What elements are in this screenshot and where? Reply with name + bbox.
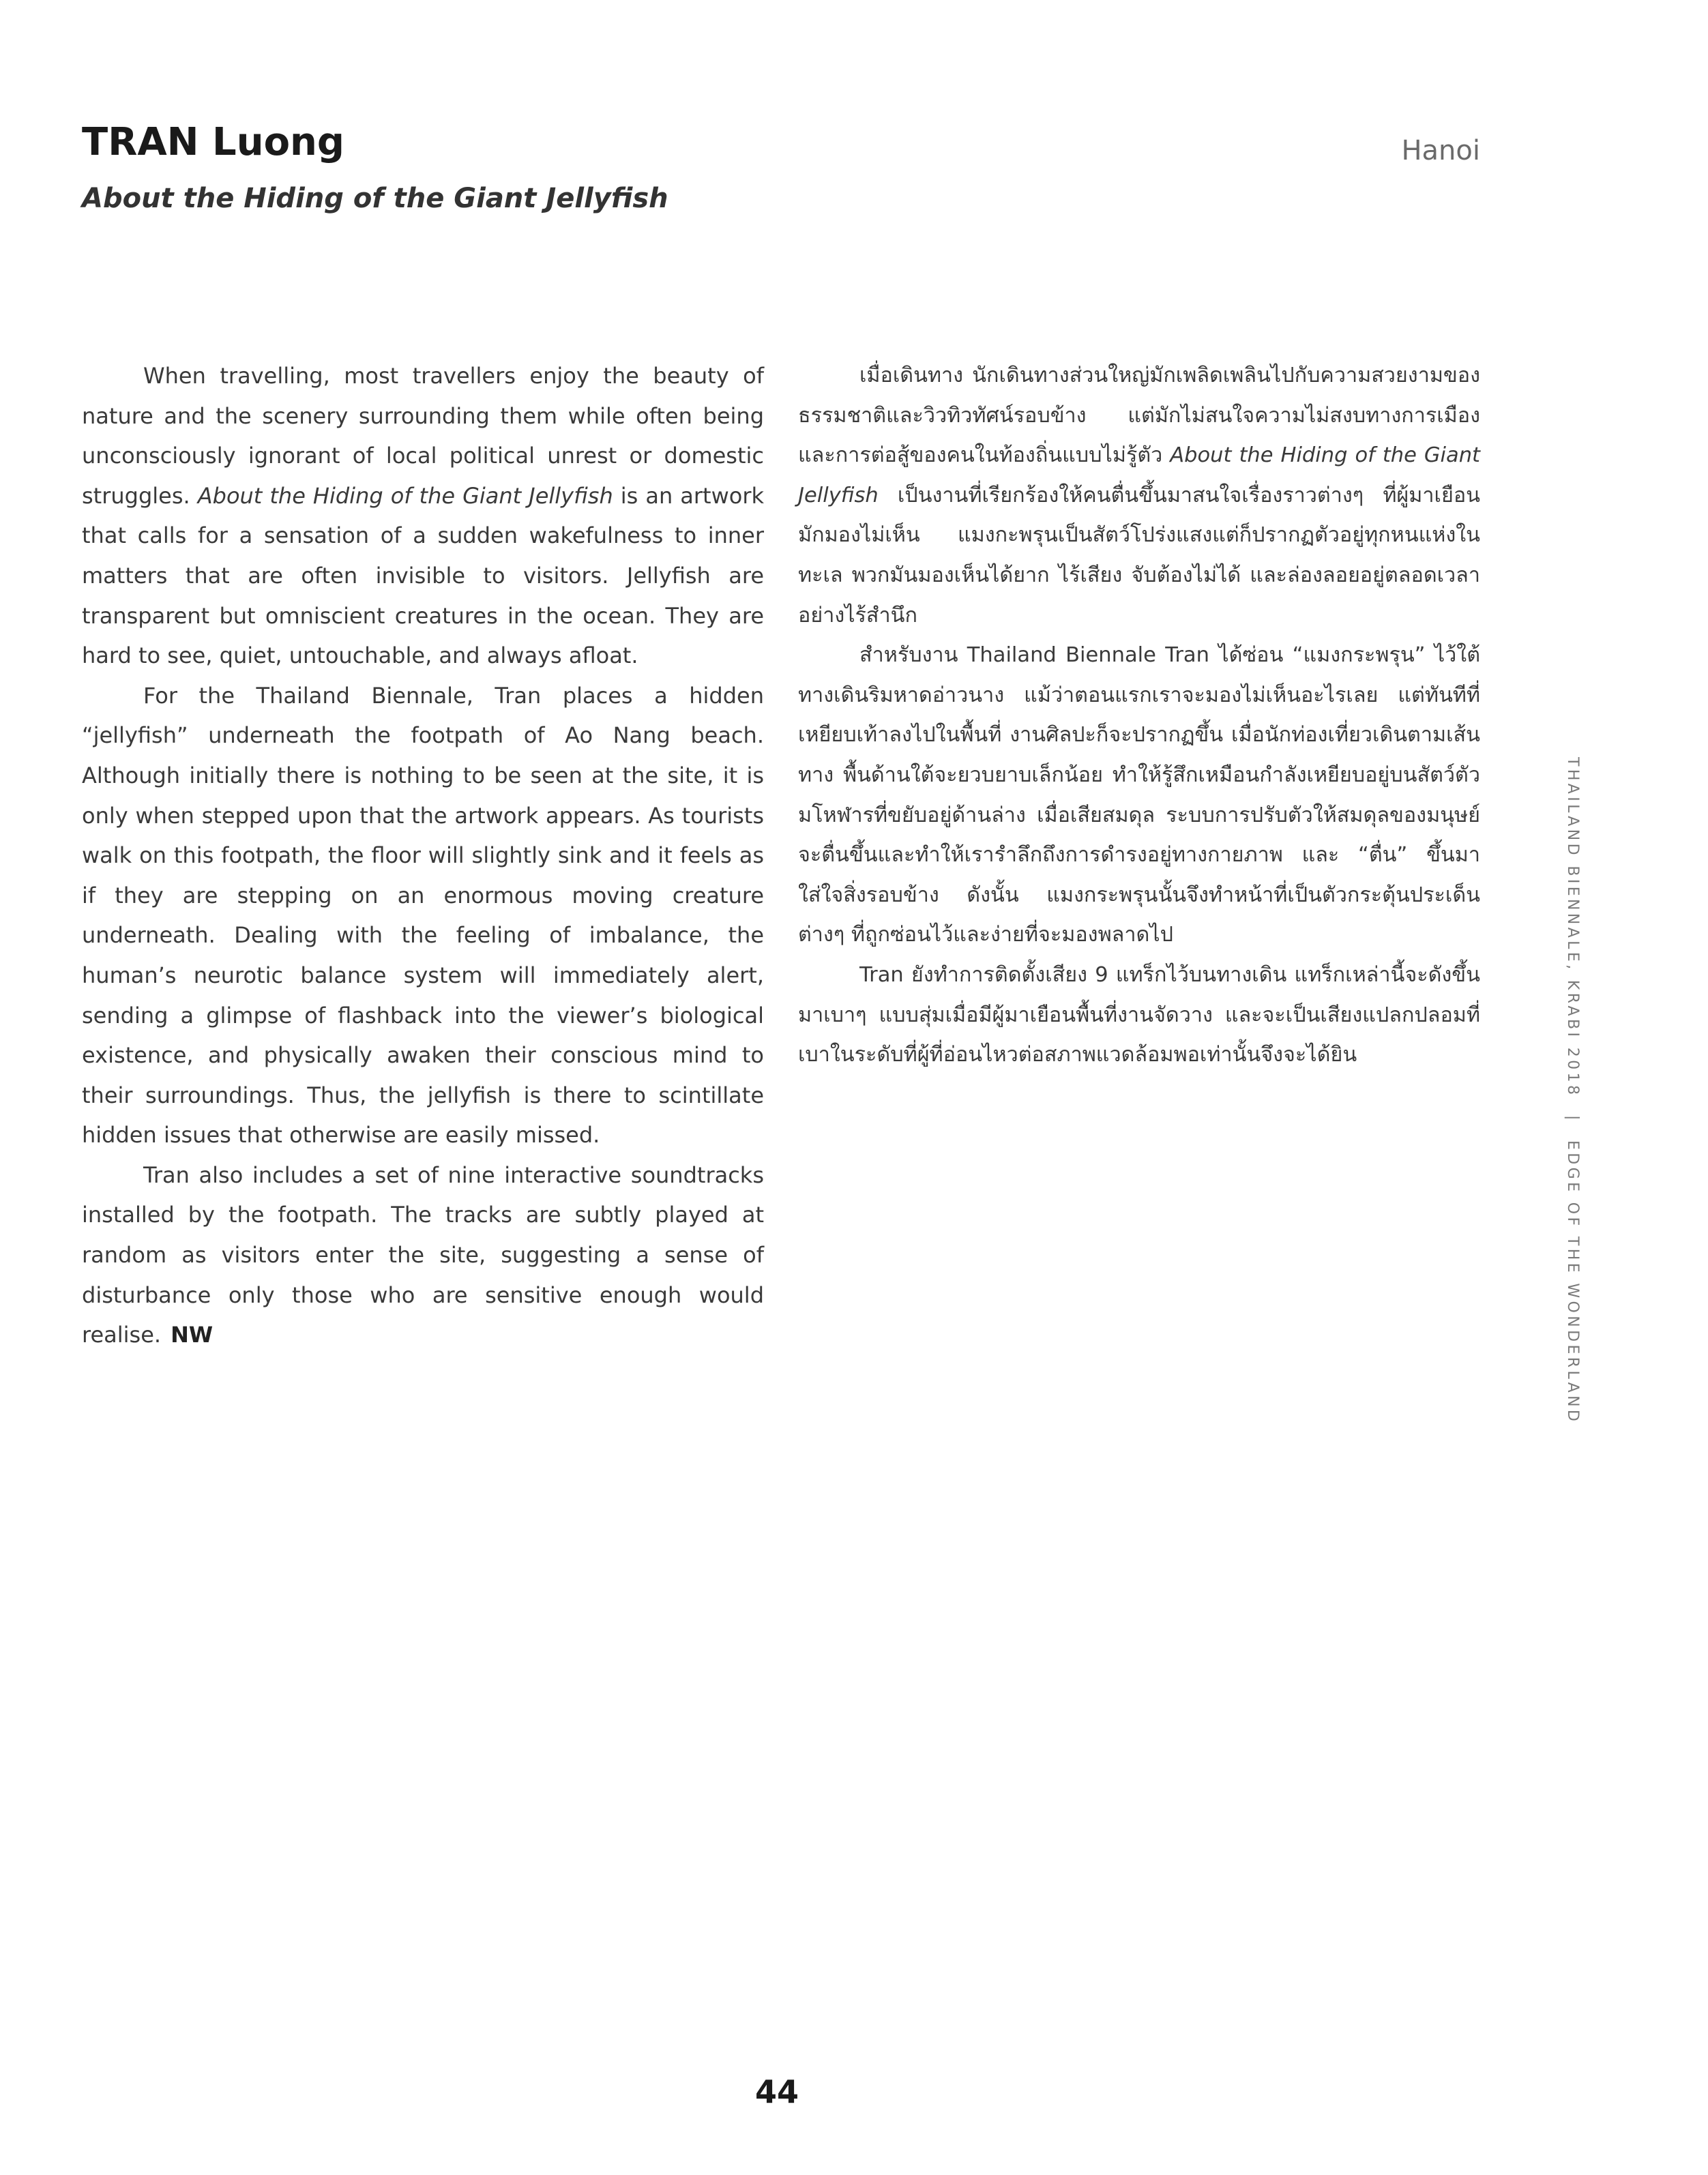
thai-column <box>798 356 1480 1076</box>
page-number: 44 <box>754 2073 799 2110</box>
english-paragraph-1 <box>82 356 764 676</box>
english-p1-intro: When travelling, most travellers enjoy the beauty of nature and the scenery surrounding them while often being unconsciously ignorant of local political unrest or domestic struggles. <box>82 363 764 509</box>
thai-p1-intro: เมื่อเดินทาง นักเดินทางส่วนใหญ่มักเพลิดเพลินไปกับความสวยงามของธรรมชาติและวิวทิวทัศน์รอบข้าง แต่มักไม่สนใจความไม่สงบทางการเมืองและการต่อสู้ของคนในท้องถิ่นแบบไม่รู้ตัว <box>798 364 1480 468</box>
english-p1-artwork-title: About the Hiding of the Giant Jellyfish <box>197 482 613 509</box>
english-paragraph-2: For the Thailand Biennale, Tran places a hidden “jellyfish” underneath the footpath of Ao Nang beach. Although initially there is nothing to be seen at the site, it is only when stepped upon that the artwork appears. As tourists walk on this footpath, the floor will slightly sink and it feels as if they are stepping on an enormous moving creature underneath. Dealing with the feeling of imbalance, the human’s neurotic balance system will immediately alert, sending a glimpse of flashback into the viewer’s biological existence, and physically awaken their conscious mind to their surroundings. Thus, the jellyfish is there to scintillate hidden issues that otherwise are easily missed. <box>82 682 764 1149</box>
thai-paragraph-1 <box>798 356 1480 636</box>
artwork-title: About the Hiding of the Giant Jellyfish <box>82 183 668 214</box>
english-column <box>82 356 764 1355</box>
english-p3-text: Tran also includes a set of nine interactive soundtracks installed by the footpath. The tracks are subtly played at random as visitors enter the site, suggesting a sense of disturbance only those who are sensitive enough would realise. <box>82 1162 764 1348</box>
side-banner-event: THAILAND BIENNALE, KRABI 2018 <box>1564 757 1581 1098</box>
side-banner-separator: | <box>1564 1114 1581 1123</box>
side-banner <box>1540 757 1581 1439</box>
city-label: Hanoi <box>1401 135 1480 166</box>
thai-p1-artwork-title: About the Hiding of the Giant Jellyfish <box>798 443 1480 507</box>
english-p1-rest: is an artwork that calls for a sensation of a sudden wakefulness to inner matters that are often invisible to visitors. Jellyfish are transparent but omniscient creatures in the ocean. They are hard to see, quiet, untouchable, and always afloat. <box>82 482 765 669</box>
author-initials: NW <box>171 1322 214 1348</box>
thai-paragraph-2: สำหรับงาน Thailand Biennale Tran ได้ซ่อน “แมงกระพรุน” ไว้ใต้ทางเดินริมหาดอ่าวนาง แม้ว่าตอนแรกเราจะมองไม่เห็นอะไรเลย แต่ทันทีที่เหยียบเท้าลงไปในพื้นที่ งานศิลปะก็จะปรากฏขึ้น เมื่อนักท่องเที่ยวเดินตามเส้นทาง พื้นด้านใต้จะยวบยาบเล็กน้อย ทำให้รู้สึกเหมือนกำลังเหยียบอยู่บนสัตว์ตัวมโหฬารที่ขยับอยู่ด้านล่าง เมื่อเสียสมดุล ระบบการปรับตัวให้สมดุลของมนุษย์จะตื่นขึ้นและทำให้เรารำลึกถึงการดำรงอยู่ทางกายภาพ และ “ตื่น” ขึ้นมาใส่ใจสิ่งรอบข้าง ดังนั้น แมงกระพรุนนั้นจึงทำหน้าที่เป็นตัวกระตุ้นประเด็นต่างๆ ที่ถูกซ่อนไว้และง่ายที่จะมองพลาดไป <box>798 643 1480 947</box>
thai-p1-rest: เป็นงานที่เรียกร้องให้คนตื่นขึ้นมาสนใจเรื่องราวต่างๆ ที่ผู้มาเยือนมักมองไม่เห็น แมงกะพรุนเป็นสัตว์โปร่งแสงแต่ก็ปรากฏตัวอยู่ทุกหนแห่งในทะเล พวกมันมองเห็นได้ยาก ไร้เสียง จับต้องไม่ได้ และล่องลอยอยู่ตลอดเวลาอย่างไร้สำนึก <box>798 483 1480 627</box>
artist-name: TRAN Luong <box>82 120 344 164</box>
english-paragraph-3 <box>82 1155 764 1355</box>
side-banner-theme: EDGE OF THE WONDERLAND <box>1564 1140 1581 1425</box>
thai-paragraph-3: Tran ยังทำการติดตั้งเสียง 9 แทร็กไว้บนทางเดิน แทร็กเหล่านี้จะดังขึ้นมาเบาๆ แบบสุ่มเมื่อมีผู้มาเยือนพื้นที่งานจัดวาง และจะเป็นเสียงแปลกปลอมที่เบาในระดับที่ผู้ที่อ่อนไหวต่อสภาพแวดล้อมพอเท่านั้นจึงจะได้ยิน <box>798 962 1480 1067</box>
